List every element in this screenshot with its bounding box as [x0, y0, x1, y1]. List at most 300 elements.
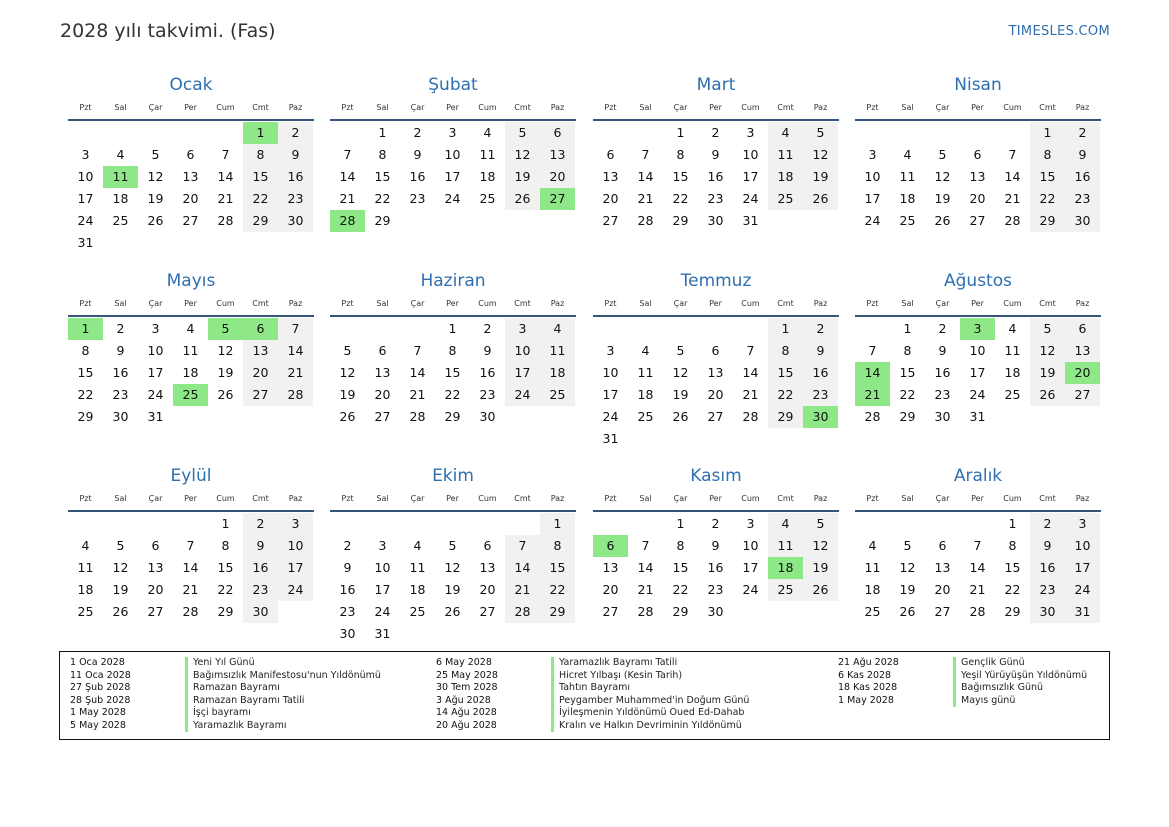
day-cell: 13 [707, 365, 724, 380]
day-cell: 21 [339, 191, 356, 206]
weekday-header [68, 492, 314, 512]
day-cell: 4 [1008, 321, 1017, 336]
day-cell: 23 [707, 191, 724, 206]
day-cell: 22 [374, 191, 391, 206]
legend-holiday-name: Kralın ve Halkın Devriminin Yıldönümü [551, 720, 742, 733]
day-cell: 22 [1004, 582, 1021, 597]
day-cell: 30 [934, 409, 951, 424]
day-cell: 18 [864, 582, 881, 597]
day-cell: 10 [602, 365, 619, 380]
weekday-label: Pzt [866, 494, 879, 503]
legend-item [838, 657, 1087, 670]
day-cell: 15 [444, 365, 461, 380]
day-cell: 3 [378, 538, 387, 553]
day-grid [68, 318, 314, 428]
weekday-label: Paz [550, 103, 565, 112]
day-cell: 16 [243, 557, 278, 579]
month-calendar [330, 270, 576, 428]
legend-item [70, 695, 381, 708]
day-grid [68, 513, 314, 623]
weekday-label: Pzt [604, 299, 617, 308]
day-cell: 14 [217, 169, 234, 184]
day-cell: 28 [217, 213, 234, 228]
day-cell: 6 [973, 147, 982, 162]
day-cell: 30 [707, 604, 724, 619]
day-cell: 13 [1065, 340, 1100, 362]
day-cell: 14 [637, 560, 654, 575]
legend-date: 21 Ağu 2028 [838, 657, 899, 668]
day-cell: 15 [1030, 166, 1065, 188]
empty-cell [593, 318, 628, 340]
day-cell: 10 [147, 343, 164, 358]
weekday-label: Pzt [866, 103, 879, 112]
month-name: Haziran [420, 271, 486, 291]
weekday-label: Cum [741, 494, 760, 503]
day-cell: 30 [707, 213, 724, 228]
legend-item [70, 670, 381, 683]
day-cell: 31 [147, 409, 164, 424]
holiday-day-cell: 27 [540, 188, 575, 210]
legend-column-3 [838, 657, 1087, 707]
legend-date: 3 Ağu 2028 [436, 694, 491, 706]
day-cell: 25 [409, 604, 426, 619]
weekday-label: Çar [935, 299, 950, 308]
day-cell: 9 [1065, 144, 1100, 166]
day-cell: 23 [243, 579, 278, 601]
legend-column-2 [436, 657, 749, 732]
legend-holiday-name: İyileşmenin Yıldönümü Oued Ed-Dahab [551, 707, 744, 720]
day-cell: 27 [479, 604, 496, 619]
day-cell: 28 [409, 409, 426, 424]
day-cell: 20 [479, 582, 496, 597]
day-cell: 23 [409, 191, 426, 206]
empty-cell [855, 513, 890, 535]
day-cell: 20 [707, 387, 724, 402]
day-cell: 23 [112, 387, 129, 402]
day-cell: 2 [483, 321, 492, 336]
weekday-label: Per [971, 299, 984, 308]
day-grid [330, 122, 576, 232]
month-name: Şubat [428, 75, 478, 95]
day-cell: 20 [374, 387, 391, 402]
day-cell: 23 [479, 387, 496, 402]
day-cell: 15 [672, 169, 689, 184]
day-cell: 27 [182, 213, 199, 228]
legend-item [436, 695, 749, 708]
day-cell: 29 [1004, 604, 1021, 619]
day-cell: 11 [899, 169, 916, 184]
weekday-label: Sal [114, 494, 127, 503]
day-cell: 12 [899, 560, 916, 575]
day-cell: 10 [505, 340, 540, 362]
day-cell: 5 [505, 122, 540, 144]
weekday-label: Pzt [341, 299, 354, 308]
legend-holiday-name: Hicret Yılbaşı (Kesin Tarih) [551, 670, 682, 683]
day-cell: 9 [343, 560, 352, 575]
weekday-label: Per [184, 103, 197, 112]
day-cell: 8 [768, 340, 803, 362]
day-cell: 26 [444, 604, 461, 619]
day-cell: 10 [444, 147, 461, 162]
day-cell: 16 [934, 365, 951, 380]
empty-cell [733, 318, 768, 340]
month-calendar [330, 74, 576, 232]
day-cell: 22 [899, 387, 916, 402]
weekday-label: Cmt [1039, 494, 1056, 503]
day-cell: 28 [969, 604, 986, 619]
day-cell: 16 [707, 560, 724, 575]
weekday-label: Çar [410, 494, 425, 503]
weekday-label: Çar [410, 299, 425, 308]
empty-cell [995, 122, 1030, 144]
day-cell: 22 [1030, 188, 1065, 210]
weekday-label: Cmt [514, 299, 531, 308]
day-cell: 8 [448, 343, 457, 358]
weekday-header [855, 297, 1101, 317]
day-cell: 1 [676, 516, 685, 531]
day-cell: 17 [374, 582, 391, 597]
day-cell: 10 [864, 169, 881, 184]
day-cell: 2 [413, 125, 422, 140]
empty-cell [365, 318, 400, 340]
day-cell: 21 [742, 387, 759, 402]
day-cell: 29 [672, 604, 689, 619]
day-cell: 4 [413, 538, 422, 553]
holiday-day-cell: 30 [803, 406, 838, 428]
day-cell: 5 [803, 513, 838, 535]
day-cell: 16 [278, 166, 313, 188]
day-cell: 13 [374, 365, 391, 380]
day-cell: 7 [186, 538, 195, 553]
day-cell: 14 [278, 340, 313, 362]
legend-holiday-name: Bağımsızlık Manifestosu'nun Yıldönümü [185, 670, 381, 683]
day-cell: 1 [540, 513, 575, 535]
day-cell: 30 [112, 409, 129, 424]
day-cell: 30 [479, 409, 496, 424]
day-cell: 29 [77, 409, 94, 424]
day-grid [593, 318, 839, 450]
day-cell: 14 [637, 169, 654, 184]
legend-holiday-name: Peygamber Muhammed'in Doğum Günü [551, 695, 749, 708]
weekday-label: Per [446, 299, 459, 308]
day-cell: 21 [1004, 191, 1021, 206]
day-cell: 7 [868, 343, 877, 358]
day-cell: 19 [112, 582, 129, 597]
weekday-header [68, 297, 314, 317]
day-cell: 31 [374, 626, 391, 641]
day-cell: 18 [182, 365, 199, 380]
legend-date: 11 Oca 2028 [70, 669, 131, 681]
legend-date: 28 Şub 2028 [70, 694, 131, 706]
day-cell: 10 [278, 535, 313, 557]
day-cell: 7 [505, 535, 540, 557]
day-cell: 2 [116, 321, 125, 336]
legend-item [436, 720, 749, 733]
day-cell: 29 [374, 213, 391, 228]
weekday-label: Çar [935, 494, 950, 503]
weekday-header [330, 297, 576, 317]
day-cell: 12 [803, 144, 838, 166]
day-cell: 29 [1030, 210, 1065, 232]
day-cell: 14 [742, 365, 759, 380]
empty-cell [400, 318, 435, 340]
day-cell: 18 [479, 169, 496, 184]
empty-cell [400, 513, 435, 535]
empty-cell [505, 513, 540, 535]
weekday-label: Pzt [79, 103, 92, 112]
day-cell: 24 [864, 213, 881, 228]
day-cell: 21 [637, 582, 654, 597]
weekday-label: Çar [410, 103, 425, 112]
day-cell: 24 [505, 384, 540, 406]
day-cell: 8 [1008, 538, 1017, 553]
day-cell: 8 [81, 343, 90, 358]
day-cell: 3 [1065, 513, 1100, 535]
day-cell: 6 [711, 343, 720, 358]
day-cell: 14 [182, 560, 199, 575]
day-cell: 24 [444, 191, 461, 206]
day-cell: 25 [864, 604, 881, 619]
day-cell: 2 [803, 318, 838, 340]
day-cell: 22 [672, 191, 689, 206]
day-cell: 15 [672, 560, 689, 575]
day-cell: 11 [1004, 343, 1021, 358]
weekday-label: Pzt [79, 299, 92, 308]
month-calendar [593, 74, 839, 232]
day-cell: 17 [864, 191, 881, 206]
day-cell: 6 [1065, 318, 1100, 340]
holiday-day-cell: 6 [243, 318, 278, 340]
day-cell: 15 [243, 166, 278, 188]
holiday-day-cell: 1 [243, 122, 278, 144]
day-cell: 27 [934, 604, 951, 619]
month-name: Nisan [954, 75, 1002, 95]
weekday-header [855, 492, 1101, 512]
legend-date: 6 May 2028 [436, 657, 492, 668]
empty-cell [330, 122, 365, 144]
day-cell: 27 [147, 604, 164, 619]
day-cell: 9 [711, 538, 720, 553]
weekday-label: Per [971, 494, 984, 503]
legend-item [70, 682, 381, 695]
weekday-label: Paz [1075, 494, 1090, 503]
empty-cell [628, 513, 663, 535]
legend-item [436, 682, 749, 695]
day-cell: 13 [479, 560, 496, 575]
weekday-label: Per [446, 103, 459, 112]
day-cell: 24 [147, 387, 164, 402]
day-cell: 10 [77, 169, 94, 184]
day-cell: 17 [278, 557, 313, 579]
day-cell: 26 [217, 387, 234, 402]
legend-date: 1 Oca 2028 [70, 657, 125, 668]
legend-item [838, 695, 1087, 708]
day-cell: 13 [243, 340, 278, 362]
day-cell: 9 [116, 343, 125, 358]
day-cell: 12 [803, 535, 838, 557]
month-calendar [68, 74, 314, 254]
day-cell: 8 [1030, 144, 1065, 166]
day-cell: 16 [1030, 557, 1065, 579]
day-cell: 7 [641, 538, 650, 553]
day-cell: 26 [505, 188, 540, 210]
legend-holiday-name: Ramazan Bayramı Tatili [185, 695, 304, 708]
weekday-label: Cum [741, 103, 760, 112]
weekday-label: Pzt [604, 103, 617, 112]
legend-item [70, 707, 381, 720]
day-cell: 16 [1065, 166, 1100, 188]
empty-cell [698, 318, 733, 340]
day-cell: 14 [339, 169, 356, 184]
holiday-day-cell: 20 [1065, 362, 1100, 384]
day-cell: 8 [540, 535, 575, 557]
weekday-label: Sal [901, 299, 914, 308]
day-cell: 16 [409, 169, 426, 184]
day-cell: 12 [339, 365, 356, 380]
empty-cell [663, 318, 698, 340]
day-cell: 4 [768, 513, 803, 535]
day-cell: 25 [1004, 387, 1021, 402]
holiday-day-cell: 6 [593, 535, 628, 557]
day-cell: 24 [374, 604, 391, 619]
day-cell: 13 [934, 560, 951, 575]
day-cell: 21 [278, 362, 313, 384]
legend-holiday-name: Gençlik Günü [953, 657, 1025, 670]
legend-item [838, 670, 1087, 683]
day-cell: 16 [803, 362, 838, 384]
weekday-label: Pzt [79, 494, 92, 503]
day-cell: 21 [637, 191, 654, 206]
day-cell: 15 [899, 365, 916, 380]
holiday-day-cell: 25 [173, 384, 208, 406]
legend-date: 20 Ağu 2028 [436, 719, 497, 731]
day-cell: 12 [672, 365, 689, 380]
day-cell: 17 [602, 387, 619, 402]
month-name: Temmuz [680, 271, 752, 291]
legend-item [838, 682, 1087, 695]
day-cell: 22 [540, 579, 575, 601]
day-cell: 11 [77, 560, 94, 575]
day-cell: 3 [868, 147, 877, 162]
day-cell: 22 [217, 582, 234, 597]
day-cell: 22 [444, 387, 461, 402]
day-cell: 24 [742, 191, 759, 206]
day-cell: 5 [116, 538, 125, 553]
day-cell: 2 [1030, 513, 1065, 535]
day-cell: 15 [768, 362, 803, 384]
day-cell: 6 [186, 147, 195, 162]
day-cell: 6 [606, 147, 615, 162]
empty-cell [855, 122, 890, 144]
empty-cell [138, 513, 173, 535]
day-cell: 3 [448, 125, 457, 140]
day-cell: 1 [676, 125, 685, 140]
day-cell: 12 [1030, 340, 1065, 362]
day-cell: 16 [339, 582, 356, 597]
day-cell: 17 [147, 365, 164, 380]
empty-cell [593, 513, 628, 535]
weekday-label: Cmt [777, 299, 794, 308]
day-cell: 16 [112, 365, 129, 380]
day-cell: 20 [969, 191, 986, 206]
day-cell: 5 [938, 147, 947, 162]
empty-cell [890, 122, 925, 144]
day-cell: 5 [903, 538, 912, 553]
weekday-label: Pzt [341, 103, 354, 112]
weekday-header [68, 101, 314, 121]
day-cell: 26 [112, 604, 129, 619]
day-cell: 4 [868, 538, 877, 553]
weekday-label: Pzt [341, 494, 354, 503]
legend-holiday-name: Yeşil Yürüyüşün Yıldönümü [953, 670, 1087, 683]
day-cell: 31 [969, 409, 986, 424]
legend-holiday-name: Bağımsızlık Günü [953, 682, 1043, 695]
day-cell: 12 [444, 560, 461, 575]
day-cell: 20 [602, 582, 619, 597]
day-cell: 19 [1030, 362, 1065, 384]
brand-link[interactable]: TIMESLES.COM [1008, 24, 1110, 39]
day-cell: 11 [540, 340, 575, 362]
day-cell: 30 [243, 601, 278, 623]
day-cell: 26 [147, 213, 164, 228]
weekday-label: Çar [673, 103, 688, 112]
day-cell: 11 [182, 343, 199, 358]
day-cell: 28 [1004, 213, 1021, 228]
day-cell: 10 [969, 343, 986, 358]
weekday-label: Cum [478, 299, 497, 308]
weekday-header [593, 492, 839, 512]
day-cell: 24 [742, 582, 759, 597]
month-calendar [68, 465, 314, 623]
legend-date: 1 May 2028 [838, 694, 894, 706]
day-cell: 26 [899, 604, 916, 619]
day-cell: 18 [540, 362, 575, 384]
day-cell: 13 [969, 169, 986, 184]
month-calendar [593, 465, 839, 623]
weekday-label: Çar [935, 103, 950, 112]
weekday-label: Sal [376, 299, 389, 308]
day-cell: 18 [112, 191, 129, 206]
day-cell: 1 [768, 318, 803, 340]
weekday-label: Pzt [604, 494, 617, 503]
legend-date: 18 Kas 2028 [838, 682, 898, 693]
day-cell: 6 [483, 538, 492, 553]
day-cell: 29 [444, 409, 461, 424]
day-cell: 7 [278, 318, 313, 340]
day-cell: 11 [864, 560, 881, 575]
day-cell: 21 [182, 582, 199, 597]
day-cell: 20 [182, 191, 199, 206]
day-cell: 19 [803, 166, 838, 188]
day-cell: 2 [711, 516, 720, 531]
day-cell: 6 [378, 343, 387, 358]
empty-cell [628, 122, 663, 144]
day-cell: 18 [77, 582, 94, 597]
day-cell: 27 [969, 213, 986, 228]
weekday-label: Paz [288, 103, 303, 112]
weekday-label: Sal [114, 299, 127, 308]
day-cell: 7 [221, 147, 230, 162]
weekday-label: Sal [901, 103, 914, 112]
day-cell: 12 [112, 560, 129, 575]
day-cell: 15 [540, 557, 575, 579]
day-cell: 22 [77, 387, 94, 402]
day-cell: 5 [676, 343, 685, 358]
month-name: Mayıs [166, 271, 216, 291]
day-cell: 12 [934, 169, 951, 184]
day-cell: 24 [969, 387, 986, 402]
legend-holiday-name: Yaramazlık Bayramı [185, 720, 287, 733]
